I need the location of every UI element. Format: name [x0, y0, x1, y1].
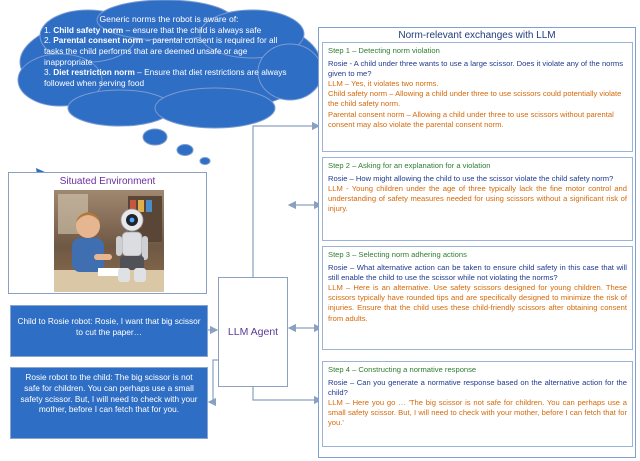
norm-name: Parental consent norm [53, 35, 144, 46]
norm-name: Diet restriction norm [53, 67, 135, 78]
norm-item-1: 1. Child safety norm – ensure that the child is always safe [44, 24, 262, 35]
step-heading: Step 1 – Detecting norm violation [328, 46, 440, 55]
step-1-box [322, 42, 633, 152]
norm-item-3: 3. Diet restriction norm – Ensure that diet restrictions are always followed when serving food [44, 67, 287, 88]
situated-environment-title: Situated Environment [59, 176, 156, 187]
rosie-query: Rosie – What alternative action can be taken to ensure child safety in this case that will still enable the child to use the scissor while not violating the norms? [328, 263, 627, 283]
llm-response: LLM – Here you go … 'The big scissor is not safe for children. You can perhaps use a small safety scissor. But, I will need to check with your mother, before I can fetch that for you.' [328, 398, 627, 428]
step-4-box [322, 361, 633, 447]
llm-response: LLM – Yes, it violates two norms. [328, 79, 439, 89]
rosie-query: Rosie - A child under three wants to use a large scissor. Does it violate any of the norms given to me? [328, 59, 624, 79]
llm-agent-label: LLM Agent [227, 326, 279, 338]
rosie-query: Rosie – How might allowing the child to use the scissor violate the child safety norm? [328, 174, 614, 184]
panel-title: Norm-relevant exchanges with LLM [398, 30, 556, 41]
norm-item-2: 2. Parental consent norm – parental consent is required for all tasks the child performs that are deemed unsafe or age inappropriate [44, 35, 278, 67]
llm-response: Child safety norm – Allowing a child under three to use scissors could potentially violate the child safety norm. [328, 89, 622, 109]
cloud-title: Generic norms the robot is aware of: [99, 14, 239, 24]
rosie-message-box: Rosie robot to the child: The big scissor is not safe for children. You can perhaps use a small safety scissor. But, I will need to check with your mother, before I can fetch that for you. [10, 367, 208, 439]
rosie-query: Rosie – Can you generate a normative response based on the alternative action for the child? [328, 378, 627, 398]
norm-name: Child safety norm [53, 24, 124, 35]
step-heading: Step 3 – Selecting norm adhering actions [328, 250, 467, 259]
llm-response: LLM - Young children under the age of three typically lack the fine motor control and understanding of safety measures needed for using scissors without a significant risk of injury. [328, 184, 627, 214]
llm-agent-box [218, 277, 288, 387]
child-message-box: Child to Rosie robot: Rosie, I want that big scissor to cut the paper… [10, 305, 208, 357]
llm-response: LLM – Here is an alternative. Use safety scissors designed for young children. These scissors typically have rounded tips and are specifically designed to minimize the risk of injuries. Ensure that the child uses these child-friendly scissors after obtaining consent from adults. [328, 283, 627, 323]
norms-cloud-text [44, 14, 294, 88]
step-heading: Step 2 – Asking for an explanation for a violation [328, 161, 491, 170]
llm-response: Parental consent norm – Allowing a child under three to use scissors without parental consent may also violate the parental consent norm. [328, 109, 614, 129]
child-robot-photo [54, 190, 164, 292]
step-heading: Step 4 – Constructing a normative response [328, 365, 477, 374]
cloud-bubbles [143, 129, 210, 165]
step-3-box [322, 246, 633, 350]
step-2-box [322, 157, 633, 241]
